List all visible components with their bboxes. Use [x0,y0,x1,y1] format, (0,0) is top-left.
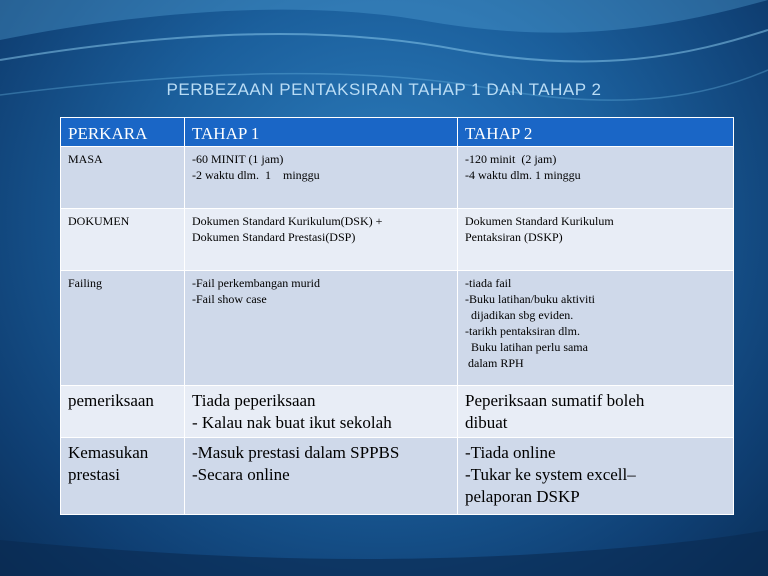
table-row-failing [61,271,734,386]
cell-tahap-1 [185,209,458,271]
cell-line: Dokumen Standard Kurikulum [465,214,614,228]
cell-line: Buku latihan perlu sama [465,340,588,354]
cell-tahap-1 [185,438,458,515]
cell-perkara [61,386,185,438]
cell-line: Dokumen Standard Prestasi(DSP) [192,230,356,244]
cell-line: -Secara online [192,465,290,484]
cell-line: DOKUMEN [68,214,130,228]
cell-tahap-2 [458,271,734,386]
cell-line: -Fail perkembangan murid [192,276,320,290]
table-row-masa [61,147,734,209]
cell-tahap-2 [458,438,734,515]
table-row-dokumen [61,209,734,271]
cell-line: dalam RPH [465,356,524,370]
cell-perkara [61,209,185,271]
cell-line: -Fail show case [192,292,267,306]
header-tahap-1: TAHAP 1 [185,118,458,147]
table-row-kemasukan-prestasi [61,438,734,515]
cell-line: -tarikh pentaksiran dlm. [465,324,580,338]
cell-line: dibuat [465,413,508,432]
cell-line: Failing [68,276,103,290]
cell-tahap-2 [458,209,734,271]
cell-line: Dokumen Standard Kurikulum(DSK) + [192,214,383,228]
cell-line: -Tiada online [465,443,556,462]
cell-line: -2 waktu dlm. 1 minggu [192,168,320,182]
cell-tahap-1 [185,271,458,386]
table-row-pemeriksaan [61,386,734,438]
cell-line: -60 MINIT (1 jam) [192,152,284,166]
cell-tahap-1 [185,147,458,209]
cell-line: -tiada fail [465,276,512,290]
cell-line: pemeriksaan [68,391,154,410]
cell-line: Pentaksiran (DSKP) [465,230,563,244]
cell-line: dijadikan sbg eviden. [465,308,574,322]
header-perkara: PERKARA [61,118,185,147]
cell-line: - Kalau nak buat ikut sekolah [192,413,392,432]
cell-line: -120 minit (2 jam) [465,152,557,166]
cell-line: -Tukar ke system excell– [465,465,636,484]
cell-tahap-1 [185,386,458,438]
table-header-row [61,118,734,147]
cell-line: pelaporan DSKP [465,487,580,506]
cell-line: Peperiksaan sumatif boleh [465,391,645,410]
cell-line: -Buku latihan/buku aktiviti [465,292,595,306]
cell-tahap-2 [458,386,734,438]
cell-line: prestasi [68,465,120,484]
cell-line: -4 waktu dlm. 1 minggu [465,168,581,182]
cell-line: Kemasukan [68,443,149,462]
header-tahap-2: TAHAP 2 [458,118,734,147]
slide-title: PERBEZAAN PENTAKSIRAN TAHAP 1 DAN TAHAP 2 [166,80,602,99]
cell-line: Tiada peperiksaan [192,391,316,410]
cell-perkara [61,271,185,386]
cell-perkara [61,438,185,515]
cell-line: MASA [68,152,103,166]
cell-line: -Masuk prestasi dalam SPPBS [192,443,400,462]
cell-tahap-2 [458,147,734,209]
cell-perkara [61,147,185,209]
comparison-table [60,117,734,515]
